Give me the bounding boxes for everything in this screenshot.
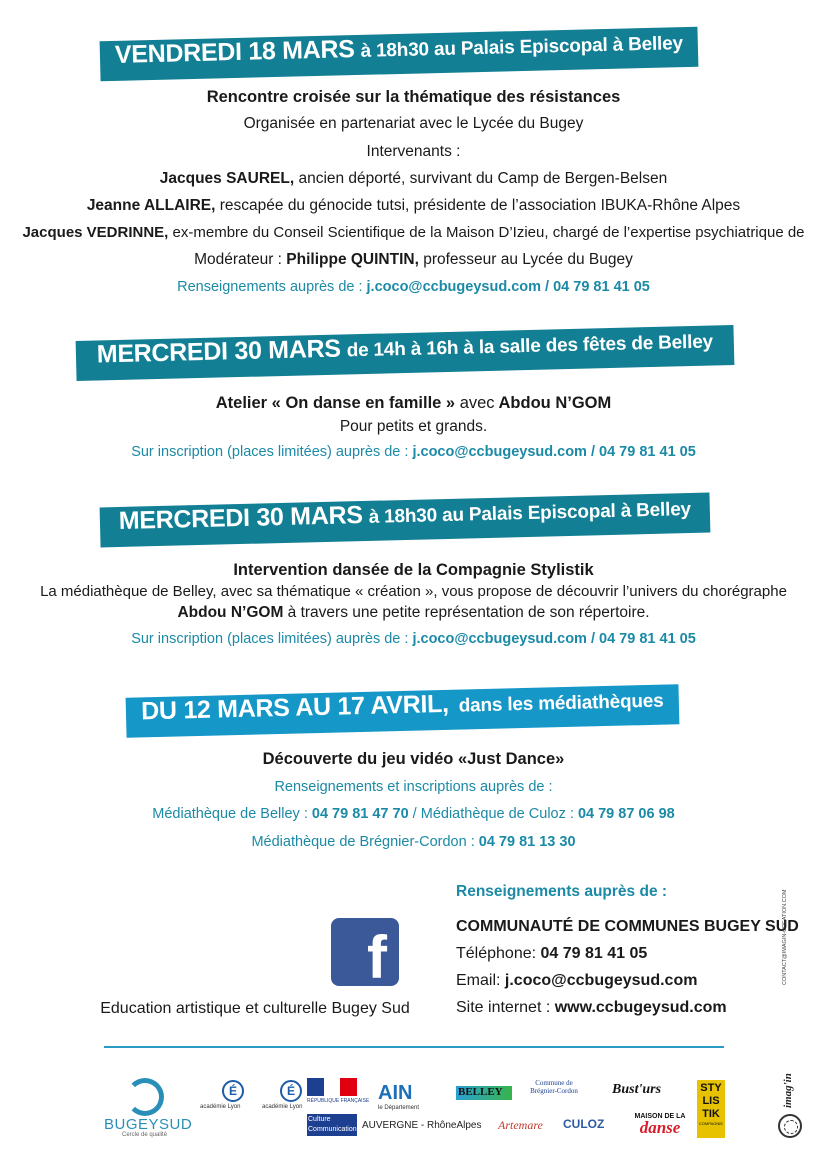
speaker-2: Jeanne ALLAIRE, rescapée du génocide tutsi, présidente de l’association IBUKA-Rhône Alpes (86, 197, 741, 214)
bustours-logo: Bust'urs (612, 1082, 662, 1097)
bugeysud-swirl-icon (126, 1078, 164, 1116)
footer-divider (104, 1046, 724, 1048)
speaker-1: Jacques SAUREL, ancien déporté, survivant du Camp de Bergen-Belsen (159, 170, 668, 187)
event-1-banner (100, 27, 699, 82)
maison-danse-logo: MAISON DE LA danse (634, 1113, 686, 1137)
culoz-logo: CULOZ (563, 1117, 605, 1131)
belley-logo: BELLEY (456, 1082, 512, 1104)
event-1-date: VENDREDI 18 MARS (114, 35, 355, 69)
bugeysud-logo: BUGEYSUD Cercle de qualité (104, 1078, 194, 1138)
event-1-partner: Organisée en partenariat avec le Lycée du Bugey (243, 115, 584, 132)
artemare-logo: Artemare (498, 1118, 543, 1132)
academie-logo-2: É académie Lyon (262, 1080, 307, 1135)
culture-logo: RÉPUBLIQUE FRANÇAISE Culture Communication (307, 1078, 357, 1138)
imprint-text: CONTACT@IMAGIN-CREATION.COM (782, 889, 788, 985)
bregnier-logo: Commune de Brégnier-Cordon (530, 1079, 578, 1095)
event-2-date: MERCREDI 30 MARS (96, 334, 341, 369)
contact-email: Email: j.coco@ccbugeysud.com (456, 972, 698, 989)
event-1-contact-link[interactable]: j.coco@ccbugeysud.com / 04 79 81 41 05 (366, 279, 650, 295)
academie-logo-1: É académie Lyon (200, 1080, 250, 1135)
event-2-subtitle: Pour petits et grands. (339, 418, 488, 435)
event-2-place: de 14h à 16h à la salle des fêtes de Belley (346, 331, 714, 362)
event-3-contact-link[interactable]: j.coco@ccbugeysud.com / 04 79 81 41 05 (412, 631, 696, 647)
event-4-libraries-2: Médiathèque de Brégnier-Cordon : 04 79 81 13 30 (251, 834, 576, 850)
org-name: COMMUNAUTÉ DE COMMUNES BUGEY SUD (456, 918, 799, 935)
auvergne-logo: AUVERGNE - RhôneAlpes (362, 1120, 482, 1131)
event-3-info: Sur inscription (places limitées) auprès de : j.coco@ccbugeysud.com / 04 79 81 41 05 (131, 631, 696, 647)
event-1-place: à 18h30 au Palais Episcopal à Belley (360, 33, 684, 62)
event-1-info: Renseignements auprès de : j.coco@ccbugeysud.com / 04 79 81 41 05 (177, 279, 650, 295)
stylistik-logo: STY LIS TIK COMPAGNIE (697, 1080, 725, 1138)
event-3-place: à 18h30 au Palais Episcopal à Belley (368, 499, 692, 528)
contact-phone: Téléphone: 04 79 81 41 05 (456, 945, 648, 962)
event-4-place: dans les médiathèques (458, 690, 664, 717)
imagin-logo: imag'in (782, 1073, 794, 1108)
event-3-description-1: La médiathèque de Belley, avec sa thématique « création », vous propose de découvrir l’univers du chorégraphe (40, 583, 787, 600)
contact-website: Site internet : www.ccbugeysud.com (456, 999, 727, 1016)
event-1-title: Rencontre croisée sur la thématique des résistances (206, 88, 621, 106)
facebook-icon[interactable]: f (331, 918, 399, 986)
event-4-info: Renseignements et inscriptions auprès de : (274, 779, 553, 795)
contact-heading: Renseignements auprès de : (456, 883, 668, 900)
event-2-banner (76, 325, 735, 381)
event-3-banner (100, 493, 711, 548)
event-4-title: Découverte du jeu vidéo «Just Dance» (262, 750, 565, 768)
event-4-date: DU 12 MARS AU 17 AVRIL, (140, 689, 449, 726)
email-link[interactable]: j.coco@ccbugeysud.com (504, 972, 698, 989)
facebook-caption: Education artistique et culturelle Bugey Sud (100, 1000, 410, 1017)
event-4-banner (126, 684, 680, 737)
speaker-3: Jacques VEDRINNE, ex-membre du Conseil Scientifique de la Maison D’Izieu, chargé de l’expertise psychiatrique de (22, 224, 805, 241)
moderator: Modérateur : Philippe QUINTIN, professeur au Lycée du Bugey (194, 251, 633, 268)
event-2-info: Sur inscription (places limitées) auprès de : j.coco@ccbugeysud.com / 04 79 81 41 05 (131, 444, 696, 460)
event-4-libraries-1: Médiathèque de Belley : 04 79 81 47 70 / Médiathèque de Culoz : 04 79 87 06 98 (152, 806, 675, 822)
event-2-title: Atelier « On danse en famille » avec Abdou N’GOM (215, 394, 612, 412)
ain-logo: AIN le Département (378, 1082, 420, 1111)
event-3-date: MERCREDI 30 MARS (118, 501, 363, 535)
imagin-seal-icon (778, 1114, 802, 1138)
website-link[interactable]: www.ccbugeysud.com (554, 999, 727, 1016)
event-3-title: Intervention dansée de la Compagnie Stylistik (233, 561, 594, 579)
event-1-speakers-label: Intervenants : (366, 143, 461, 160)
event-2-contact-link[interactable]: j.coco@ccbugeysud.com / 04 79 81 41 05 (412, 444, 696, 460)
event-3-description-2: Abdou N’GOM à travers une petite représentation de son répertoire. (177, 604, 650, 621)
